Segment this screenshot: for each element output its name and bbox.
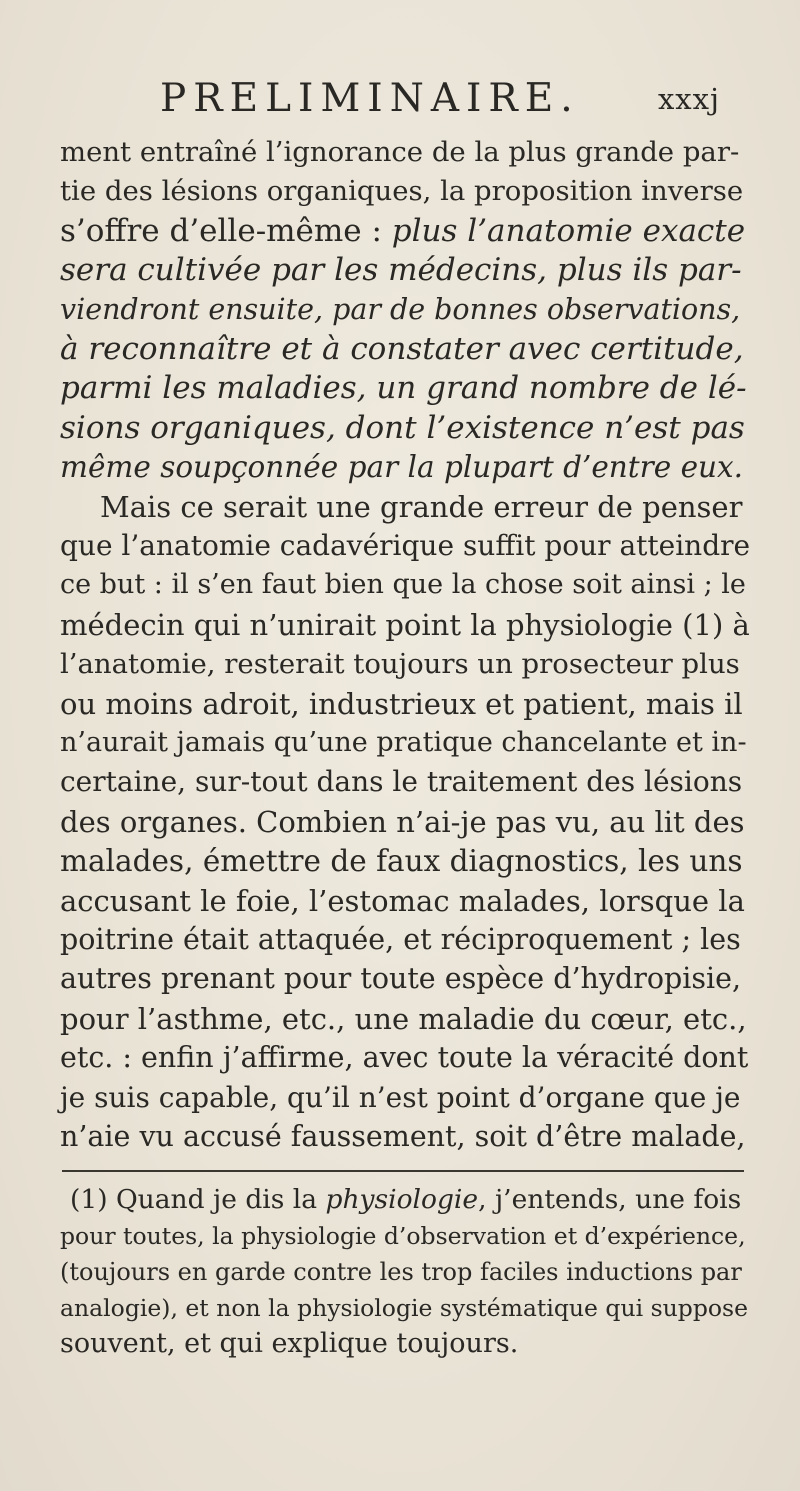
text-line: sions organiques, dont l’existence n’est pas	[60, 409, 745, 446]
italic-segment: plus l’anatomie exacte	[391, 212, 746, 249]
text-line: des organes. Combien n’ai-je pas vu, au lit des	[60, 804, 745, 839]
page-number: xxxj	[657, 82, 720, 116]
text-line: je suis capable, qu’il n’est point d’organe que je	[60, 1080, 741, 1114]
footnote-text: , j’entends, une fois	[478, 1184, 742, 1216]
footnote-line: pour toutes, la physiologie d’observation et d’expérience,	[60, 1222, 746, 1251]
footnote-italic: physiologie	[325, 1184, 479, 1216]
text-line: ment entraîné l’ignorance de la plus grande par-	[60, 136, 740, 168]
text-line: ce but : il s’en faut bien que la chose soit ainsi ; le	[60, 569, 746, 601]
footnote-text: (1) Quand je dis la	[70, 1184, 326, 1216]
text-line: n’aie vu accusé faussement, soit d’être malade,	[60, 1120, 746, 1153]
text-line: ou moins adroit, industrieux et patient, mais il	[60, 686, 743, 721]
page-header	[160, 74, 720, 124]
text-line: autres prenant pour toute espèce d’hydropisie,	[60, 962, 742, 996]
footnote-line	[70, 1182, 750, 1218]
text-line: n’aurait jamais qu’une pratique chancelante et in-	[60, 727, 747, 758]
text-line: tie des lésions organiques, la proposition inverse	[60, 175, 744, 208]
text-line: à reconnaître et à constater avec certitude,	[60, 331, 744, 367]
text-line: accusant le foie, l’estomac malades, lorsque la	[60, 883, 745, 918]
footnote-line: souvent, et qui explique toujours.	[60, 1328, 519, 1360]
text-line: pour l’asthme, etc., une maladie du cœur, etc.,	[60, 1001, 747, 1036]
footnote-rule	[62, 1170, 744, 1172]
text-line: sera cultivée par les médecins, plus ils par-	[60, 252, 742, 289]
text-line: parmi les maladies, un grand nombre de lé-	[60, 370, 747, 407]
text-line: malades, émettre de faux diagnostics, les uns	[60, 844, 743, 879]
text-line: l’anatomie, resterait toujours un prosecteur plus	[60, 648, 740, 681]
text-line: poitrine était attaquée, et réciproquement ; les	[60, 923, 741, 956]
text-line: viendront ensuite, par de bonnes observations,	[60, 292, 741, 326]
roman-segment: s’offre d’elle-même :	[60, 212, 392, 249]
footnote-line: analogie), et non la physiologie systématique qui suppose	[60, 1294, 748, 1323]
paragraph-start-line: Mais ce serait une grande erreur de penser	[100, 489, 743, 524]
footnote-line: (toujours en garde contre les trop faciles inductions par	[60, 1258, 742, 1287]
text-line: etc. : enfin j’affirme, avec toute la véracité dont	[60, 1041, 749, 1075]
text-line	[60, 211, 750, 251]
text-line: certaine, sur-tout dans le traitement des lésions	[60, 765, 743, 799]
text-line: que l’anatomie cadavérique suffit pour atteindre	[60, 529, 751, 562]
running-title: PRELIMINAIRE.	[160, 76, 580, 121]
text-line: médecin qui n’unirait point la physiologie (1) à	[60, 607, 750, 642]
text-line: même soupçonnée par la plupart d’entre eux.	[60, 450, 744, 485]
